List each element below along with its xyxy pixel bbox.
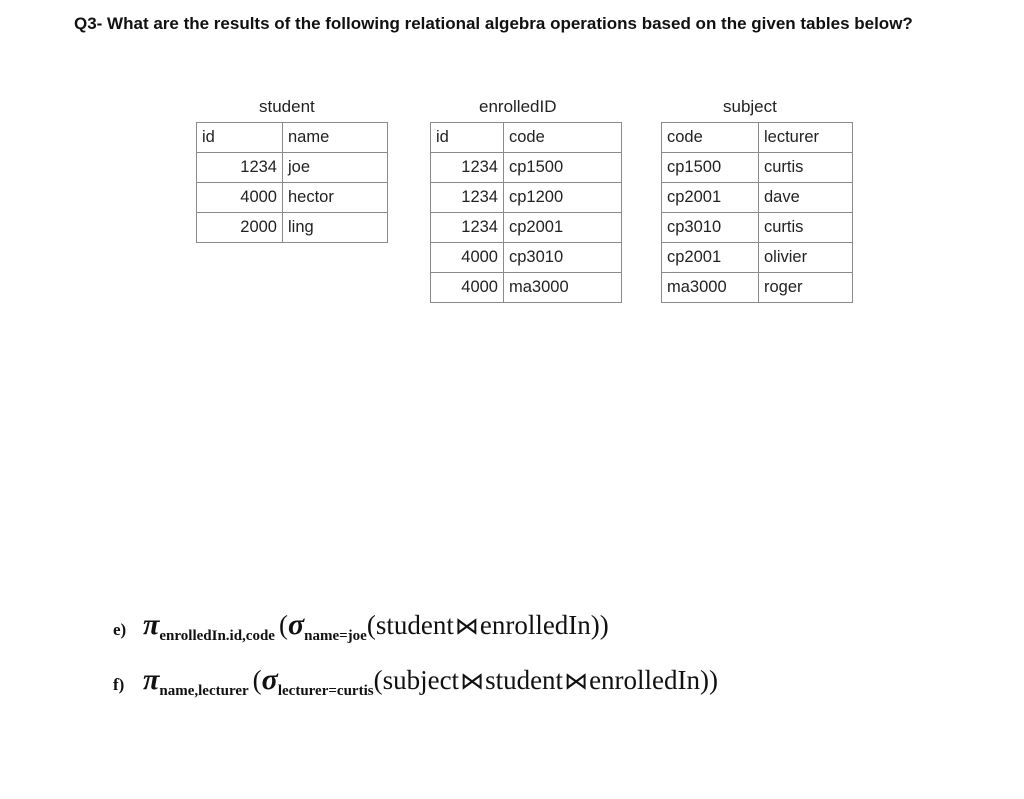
table-row (431, 153, 622, 183)
table-cell: cp3010 (662, 213, 759, 243)
student-table (196, 122, 388, 243)
table-cell: cp3010 (504, 243, 622, 273)
question-text: Q3- What are the results of the following relational algebra operations based on the given tables below? (74, 14, 913, 33)
relation-name: subject (382, 665, 460, 695)
projection-symbol: π (143, 608, 160, 641)
column-header: name (283, 123, 388, 153)
table-cell: ling (283, 213, 388, 243)
natural-join-symbol: ⋈ (454, 612, 479, 640)
relation-name: enrolledIn (479, 610, 591, 640)
table-cell: olivier (759, 243, 853, 273)
column-header: code (504, 123, 622, 153)
expression-label: e) (113, 620, 127, 640)
table-cell: 4000 (431, 243, 504, 273)
table-row (662, 183, 853, 213)
projection-symbol: π (143, 663, 160, 696)
column-header: lecturer (759, 123, 853, 153)
column-header: id (431, 123, 504, 153)
relation-name: student (485, 665, 564, 695)
enrolled-table (430, 122, 622, 303)
table-cell: ma3000 (504, 273, 622, 303)
open-paren: ( (366, 610, 376, 640)
table-cell: curtis (759, 213, 853, 243)
table-cell: cp2001 (662, 183, 759, 213)
table-cell: ma3000 (662, 273, 759, 303)
table-row (431, 213, 622, 243)
table-header-row (662, 123, 853, 153)
subject-table (661, 122, 853, 303)
table-header-row (197, 123, 388, 153)
close-paren: )) (590, 610, 609, 640)
expression-f (113, 663, 718, 700)
table-header-row (431, 123, 622, 153)
table-cell: roger (759, 273, 853, 303)
table-cell: hector (283, 183, 388, 213)
table-row (662, 273, 853, 303)
column-header: code (662, 123, 759, 153)
table-cell: 4000 (431, 273, 504, 303)
table-cell: cp1200 (504, 183, 622, 213)
selection-symbol: σ (261, 663, 278, 696)
expression-label: f) (113, 675, 125, 695)
enrolled-table-caption: enrolledID (479, 97, 557, 116)
column-header: id (197, 123, 283, 153)
subject-table-caption: subject (723, 97, 777, 116)
table-cell: curtis (759, 153, 853, 183)
student-table-caption: student (259, 97, 315, 116)
table-cell: cp2001 (504, 213, 622, 243)
close-paren: )) (700, 665, 718, 695)
selection-condition: name=joe (304, 628, 367, 644)
table-row (662, 213, 853, 243)
expression-e (113, 608, 609, 645)
table-cell: 2000 (197, 213, 283, 243)
natural-join-symbol: ⋈ (564, 667, 589, 695)
table-cell: 1234 (431, 183, 504, 213)
table-cell: cp1500 (662, 153, 759, 183)
table-cell: 1234 (197, 153, 283, 183)
table-cell: 1234 (431, 213, 504, 243)
open-paren: ( (278, 610, 288, 640)
selection-condition: lecturer=curtis (277, 683, 374, 699)
table-row (197, 153, 388, 183)
table-row (197, 213, 388, 243)
table-cell: joe (283, 153, 388, 183)
projection-attributes: enrolledIn.id,code (159, 628, 275, 644)
table-row (431, 273, 622, 303)
table-cell: 4000 (197, 183, 283, 213)
table-row (662, 153, 853, 183)
table-row (431, 183, 622, 213)
selection-symbol: σ (287, 608, 305, 641)
table-cell: 1234 (431, 153, 504, 183)
table-cell: dave (759, 183, 853, 213)
projection-attributes: name,lecturer (159, 683, 249, 699)
table-cell: cp2001 (662, 243, 759, 273)
table-cell: cp1500 (504, 153, 622, 183)
relation-name: enrolledIn (589, 665, 701, 695)
natural-join-symbol: ⋈ (460, 667, 485, 695)
table-row (431, 243, 622, 273)
table-row (662, 243, 853, 273)
table-row (197, 183, 388, 213)
open-paren: ( (373, 665, 383, 695)
open-paren: ( (252, 665, 262, 695)
relation-name: student (375, 610, 454, 640)
